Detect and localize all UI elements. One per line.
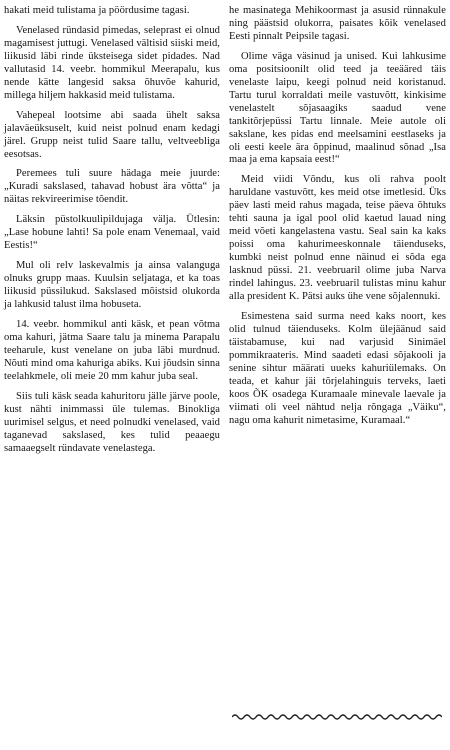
paragraph: Olime väga väsinud ja unised. Kui lahkusime oma positsioonilt olid teed ja teeääred täis venelaste laipu, keegi polnud neid koristanud. Tartu turul korraldati meile vastuvõtt, kinkisime venelastelt sõjasaagiks saadud vene tankitõrjepüssi Tartu linnale. Meie autole oli sakslane, kes pidas end meelsamini eestlaseks ja oli eesti keele ära õppinud, maalinud sõnad „Isa maa ja ema kapsaia eest!“ — [229, 50, 446, 166]
right-column — [229, 5, 446, 435]
paragraph: Esimestena said surma need kaks noort, kes olid tulnud täienduseks. Kolm ülejäänud said täistabamuse, kui nad varjusid Sinimäel pommikraateris. Mind saadeti edasi sõjakooli ja senine sihtur määrati uueks kahuriülemaks. On teada, et kahur jäi tõrjelahinguis terveks, laeti koos ÕK osadega Kuramaale minevale laevale ja viimati oli veel nähtud nelja rõngaga „Väiku“, nagu oma kahurit nimetasime, Kuramaal.“ — [229, 310, 446, 426]
paragraph: 14. veebr. hommikul anti käsk, et pean võtma oma kahuri, jätma Saare talu ja minema Parapalu teeharule, kust venelane on juba läbi murdnud. Nõuti mind oma kahuriga abiks. Kui jõudsin sinna teelahkmele, oli meie 20 mm kahur juba seal. — [4, 319, 220, 382]
paragraph: hakati meid tulistama ja pöördusime tagasi. — [4, 5, 190, 16]
left-column — [4, 5, 220, 463]
paragraph: Vahepeal lootsime abi saada ühelt saksa jalaväeüksuselt, kuid neist polnud enam kedagi järel. Grupp neist tulid Saare tallu, veltveebliga eesotsas. — [4, 109, 220, 160]
paragraph: he masinatega Mehikoormast ja asusid rünnakule ning päästsid olukorra, paisates kõik venelased Eesti pinnalt Peipsile tagasi. — [229, 5, 446, 42]
paragraph: Mul oli relv laskevalmis ja ainsa valanguga olnuks grupp maas. Kuulsin seljataga, et ka toas liikusid püssilukud. Sakslased mõistsid olukorda ja lahkusid talust ilma hobuseta. — [4, 260, 220, 311]
wavy-end-rule — [232, 712, 442, 722]
paragraph: Peremees tuli suure hädaga meie juurde: „Kuradi sakslased, tahavad hobust ära võtta“ ja näitas rekvireerimise tõendit. — [4, 168, 220, 206]
paragraph: Meid viidi Võndu, kus oli rahva poolt haruldane vastuvõtt, kes meid otse imetlesid. Üks päev lasti meid rahus magada, teise päeva õhtuks tehti sauna ja igal pool olid kaetud lauad ning meid võeti kangelastena vastu. Seal sain ka kaks poissi oma kahurimeeskonnale täienduseks, kumbki neist polnud enne näinud ei sõda ega lasknud püssi. 21. veebruaril olime juba Narva rindel lahingus. 23. veebruaril tulistas minu kahur alla president K. Pätsi auks ühe vene sõjalennuki. — [229, 174, 446, 303]
paragraph: Siis tuli käsk seada kahuritoru jälle järve poole, kust nähti inimmassi üle tulemas. Binokliga uurimisel selgus, et need polnudki venelased, vaid taganevad sakslased, kes tulid peaaegu samaaegselt ründavate venelastega. — [4, 390, 220, 454]
paragraph: Venelased ründasid pimedas, seleprast ei olnud magamisest juttugi. Venelased vältisid siiski meid, liikusid läbi rinde üksteisega sidet pidades. Nad vallutasid 14. veebr. hommikul Meerapalu, kus nende kätte langesid saksa õhuvõe kahurid, millega hiljem hakkasid meid tulistama. — [4, 24, 220, 101]
paragraph: Läksin püstolkuulipildujaga välja. Ütlesin: „Lase hobune lahti! Sa pole enam Venemaal, vaid Eestis!“ — [4, 214, 220, 252]
